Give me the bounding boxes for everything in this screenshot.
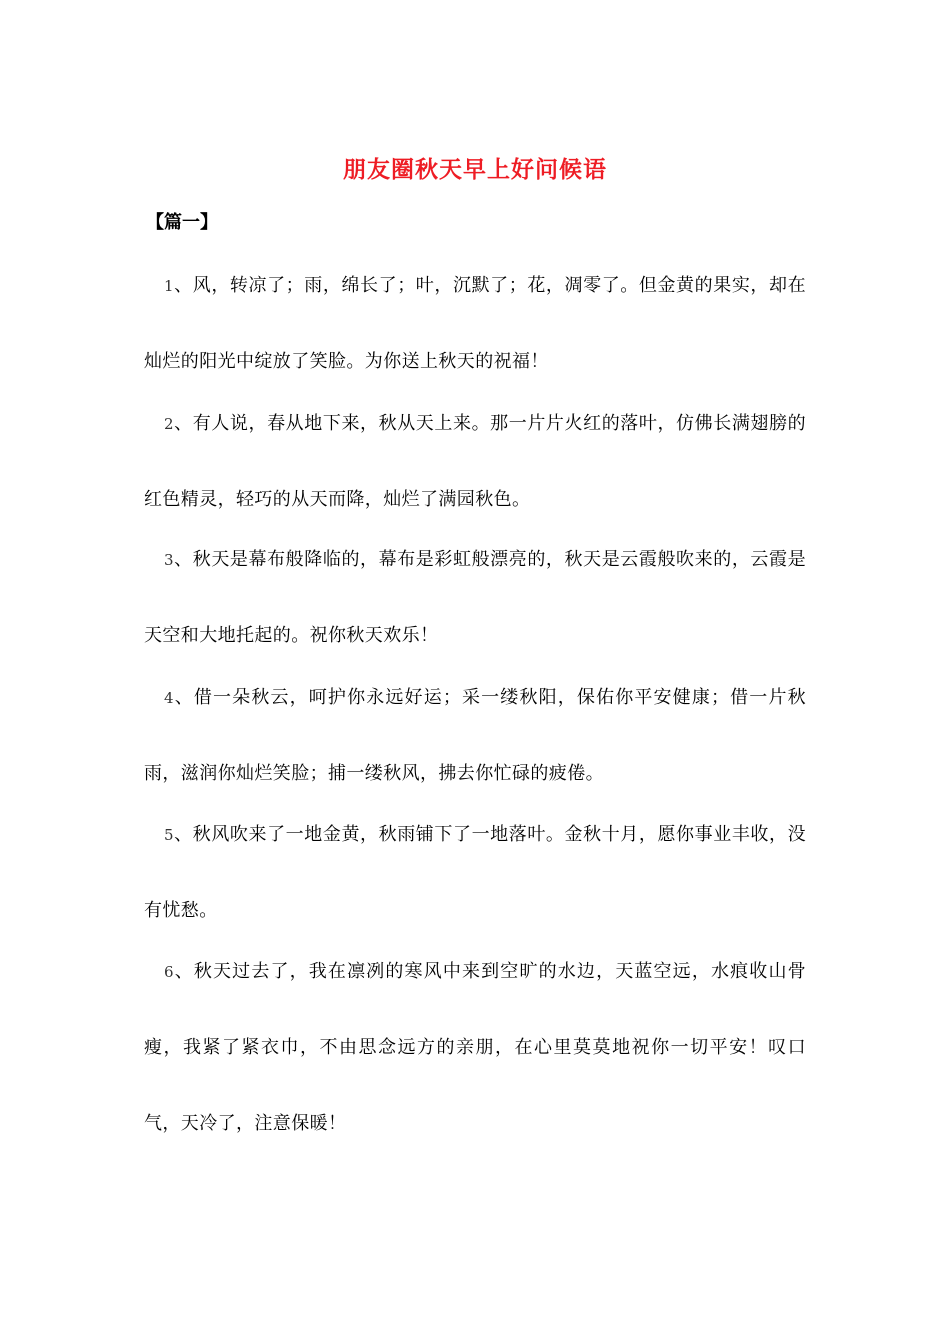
item-number: 1 (164, 277, 174, 295)
greeting-item-4 (144, 660, 806, 812)
item-text: 、借一朵秋云，呵护你永远好运；采一缕秋阳，保佑你平安健康；借一片秋雨，滋润你灿烂笑脸；捕一缕秋风，拂去你忙碌的疲倦。 (144, 687, 806, 784)
greeting-item-5 (144, 797, 806, 949)
item-text: 、秋天过去了，我在凛冽的寒风中来到空旷的水边，天蓝空远，水痕收山骨瘦，我紧了紧衣巾，不由思念远方的亲朋，在心里莫莫地祝你一切平安！叹口气，天冷了，注意保暖！ (144, 961, 806, 1134)
item-text: 、风，转凉了；雨，绵长了；叶，沉默了；花，凋零了。但金黄的果实，却在灿烂的阳光中绽放了笑脸。为你送上秋天的祝福！ (144, 275, 806, 372)
greeting-item-1 (144, 248, 806, 400)
item-text: 、秋风吹来了一地金黄，秋雨铺下了一地落叶。金秋十月，愿你事业丰收，没有忧愁。 (144, 824, 806, 921)
item-text: 、有人说，春从地下来，秋从天上来。那一片片火红的落叶，仿佛长满翅膀的红色精灵，轻巧的从天而降，灿烂了满园秋色。 (144, 413, 806, 510)
greeting-item-2 (144, 386, 806, 538)
item-number: 2 (164, 415, 174, 433)
document-title: 朋友圈秋天早上好问候语 (343, 157, 607, 183)
greeting-item-6 (144, 934, 806, 1162)
item-number: 5 (164, 826, 174, 844)
item-number: 4 (164, 689, 174, 707)
item-text: 、秋天是幕布般降临的，幕布是彩虹般漂亮的，秋天是云霞般吹来的，云霞是天空和大地托起的。祝你秋天欢乐！ (144, 549, 806, 646)
item-number: 3 (164, 551, 174, 569)
section-label: 【篇一】 (146, 212, 218, 233)
item-number: 6 (164, 963, 174, 981)
greeting-item-3 (144, 522, 806, 674)
